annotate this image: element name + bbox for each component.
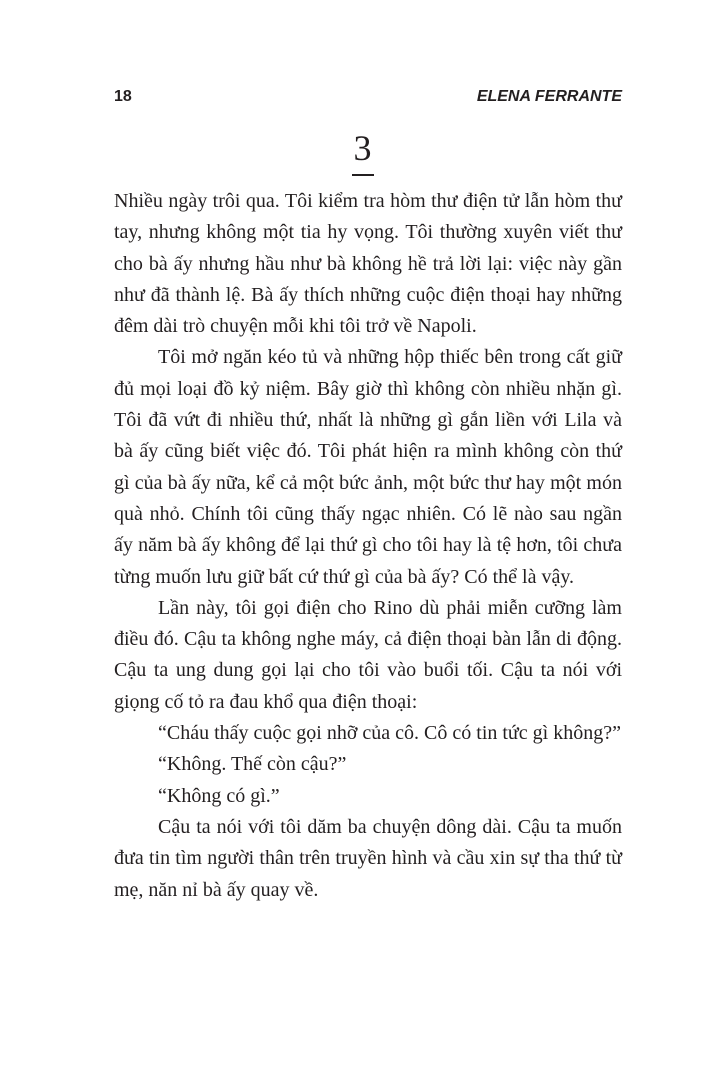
paragraph: “Không có gì.”: [158, 784, 280, 807]
chapter-number: 3: [352, 126, 374, 176]
paragraph: Lần này, tôi gọi điện cho Rino dù phải miễn cưỡng làm điều đó. Cậu ta không nghe máy, cả điện thoại bàn lẫn di động. Cậu ta ung dung gọi lại cho tôi vào buổi tối. Cậu ta nói với giọng cố tỏ ra đau khổ qua điện thoại:: [114, 596, 622, 713]
paragraph: Nhiều ngày trôi qua. Tôi kiểm tra hòm thư điện tử lẫn hòm thư tay, nhưng không một tia hy vọng. Tôi thường xuyên viết thư cho bà ấy nhưng hầu như bà không hề trả lời lại: việc này gần như đã thành lệ. Bà ấy thích những cuộc điện thoại hay những đêm dài trò chuyện mỗi khi tôi trở về Napoli.: [114, 190, 622, 338]
chapter-heading: [0, 126, 725, 176]
body-text: [114, 186, 622, 906]
paragraph: Tôi mở ngăn kéo tủ và những hộp thiếc bên trong cất giữ đủ mọi loại đồ kỷ niệm. Bây giờ thì không còn nhiều nhặn gì. Tôi đã vứt đi nhiều thứ, nhất là những gì gắn liền với Lila và bà ấy cũng biết việc đó. Tôi phát hiện ra mình không còn thứ gì của bà ấy nữa, kể cả một bức ảnh, một bức thư hay một món quà nhỏ. Chính tôi cũng thấy ngạc nhiên. Có lẽ nào sau ngần ấy năm bà ấy không để lại thứ gì cho tôi hay là tệ hơn, tôi chưa từng muốn lưu giữ bất cứ thứ gì của bà ấy? Có thể là vậy.: [114, 346, 622, 588]
page-header: [114, 88, 622, 112]
running-head: ELENA FERRANTE: [476, 88, 622, 105]
paragraph: “Không. Thế còn cậu?”: [158, 753, 347, 776]
paragraph: “Cháu thấy cuộc gọi nhỡ của cô. Cô có tin tức gì không?”: [158, 722, 621, 745]
page-number: 18: [114, 88, 132, 105]
paragraph: Cậu ta nói với tôi dăm ba chuyện dông dài. Cậu ta muốn đưa tin tìm người thân trên truyền hình và cầu xin sự tha thứ từ mẹ, năn nỉ bà ấy quay về.: [114, 815, 622, 901]
